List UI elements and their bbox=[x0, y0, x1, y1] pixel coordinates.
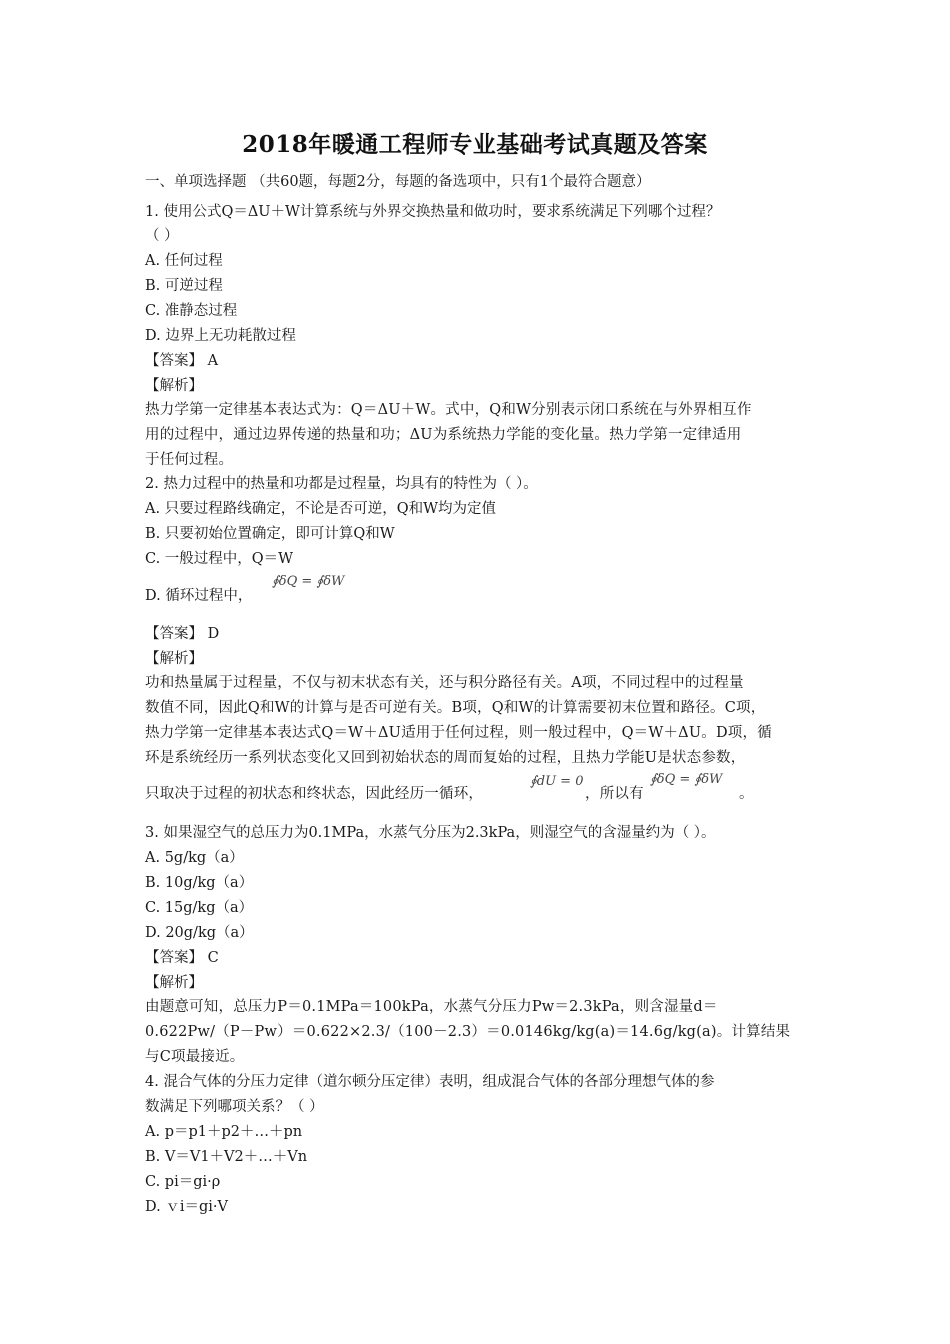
section-heading: 一、单项选择题 （共60题，每题2分，每题的备选项中，只有1个最符合题意） bbox=[145, 174, 651, 190]
q1-option-c: C. 准静态过程 bbox=[145, 303, 238, 319]
q3-analysis-label: 【解析】 bbox=[145, 975, 203, 991]
q2-explanation-line2: 数值不同，因此Q和W的计算与是否可逆有关。B项，Q和W的计算需要初末位置和路径。C项， bbox=[145, 700, 766, 716]
q1-explanation-line2: 用的过程中，通过边界传递的热量和功；ΔU为系统热力学能的变化量。热力学第一定律适用 bbox=[145, 427, 742, 443]
q3-answer: 【答案】 C bbox=[145, 950, 219, 966]
q4-option-a: A. p＝p1＋p2＋…＋pn bbox=[145, 1124, 303, 1140]
q4-option-d: D. ｖi＝gi·V bbox=[145, 1199, 228, 1215]
q2-explanation-line5a: 只取决于过程的初状态和终状态，因此经历一循环， bbox=[145, 786, 484, 802]
q3-option-a: A. 5g/kg（a） bbox=[145, 850, 244, 866]
q3-option-b: B. 10g/kg（a） bbox=[145, 875, 254, 891]
q2-explanation-line5b: ，所以有 bbox=[585, 786, 644, 802]
q3-explanation-line2: 0.622Pw/（P－Pw）＝0.622×2.3/（100－2.3）＝0.0146kg/kg(a)＝14.6g/kg(a)。计算结果 bbox=[145, 1024, 791, 1040]
q1-stem-line2: （ ） bbox=[145, 228, 179, 244]
q3-option-d: D. 20g/kg（a） bbox=[145, 925, 254, 941]
q1-answer: 【答案】 A bbox=[145, 353, 219, 369]
q1-explanation-line3: 于任何过程。 bbox=[145, 452, 234, 468]
q2-formula-du: ∮dU = 0 bbox=[530, 774, 584, 789]
q3-stem: 3. 如果湿空气的总压力为0.1MPa，水蒸气分压为2.3kPa，则湿空气的含湿量约为（ ）。 bbox=[145, 825, 716, 841]
q4-stem-line1: 4. 混合气体的分压力定律（道尔顿分压定律）表明，组成混合气体的各部分理想气体的参 bbox=[145, 1074, 715, 1090]
q2-answer: 【答案】 D bbox=[145, 626, 220, 642]
q2-option-a: A. 只要过程路线确定，不论是否可逆，Q和W均为定值 bbox=[145, 501, 496, 517]
q2-option-d-formula: ∮δQ = ∮δW bbox=[272, 574, 345, 589]
q2-stem: 2. 热力过程中的热量和功都是过程量，均具有的特性为（ ）。 bbox=[145, 476, 538, 492]
q2-explanation-line5c: 。 bbox=[739, 786, 754, 802]
q3-explanation-line1: 由题意可知，总压力P＝0.1MPa＝100kPa，水蒸气分压力Pw＝2.3kPa，则含湿量d＝ bbox=[145, 999, 718, 1015]
q3-explanation-line3: 与C项最接近。 bbox=[145, 1049, 245, 1065]
q1-option-a: A. 任何过程 bbox=[145, 253, 223, 269]
q2-formula-qw: ∮δQ = ∮δW bbox=[650, 772, 723, 787]
q2-analysis-label: 【解析】 bbox=[145, 651, 203, 667]
q1-analysis-label: 【解析】 bbox=[145, 378, 203, 394]
q4-stem-line2: 数满足下列哪项关系？（ ） bbox=[145, 1099, 324, 1115]
q4-option-c: C. pi＝gi·ρ bbox=[145, 1174, 221, 1190]
q2-option-d: D. 循环过程中， bbox=[145, 588, 253, 604]
q2-explanation-line4: 环是系统经历一系列状态变化又回到初始状态的周而复始的过程，且热力学能U是状态参数， bbox=[145, 750, 746, 766]
q2-option-c: C. 一般过程中，Q＝W bbox=[145, 551, 294, 567]
q4-option-b: B. V＝V1＋V2＋…＋Vn bbox=[145, 1149, 308, 1165]
q3-option-c: C. 15g/kg（a） bbox=[145, 900, 254, 916]
q2-option-b: B. 只要初始位置确定，即可计算Q和W bbox=[145, 526, 395, 542]
page-title: 2018年暖通工程师专业基础考试真题及答案 bbox=[242, 131, 708, 158]
q2-explanation-line1: 功和热量属于过程量，不仅与初末状态有关，还与积分路径有关。A项，不同过程中的过程量 bbox=[145, 675, 744, 691]
q1-stem-line1: 1. 使用公式Q＝ΔU＋W计算系统与外界交换热量和做功时，要求系统满足下列哪个过程？ bbox=[145, 204, 721, 220]
q1-option-d: D. 边界上无功耗散过程 bbox=[145, 328, 296, 344]
q2-explanation-line3: 热力学第一定律基本表达式Q＝W＋ΔU适用于任何过程，则一般过程中，Q＝W＋ΔU。D项，循 bbox=[145, 725, 772, 741]
q1-explanation-line1: 热力学第一定律基本表达式为：Q＝ΔU＋W。式中，Q和W分别表示闭口系统在与外界相互作 bbox=[145, 402, 752, 418]
q1-option-b: B. 可逆过程 bbox=[145, 278, 223, 294]
